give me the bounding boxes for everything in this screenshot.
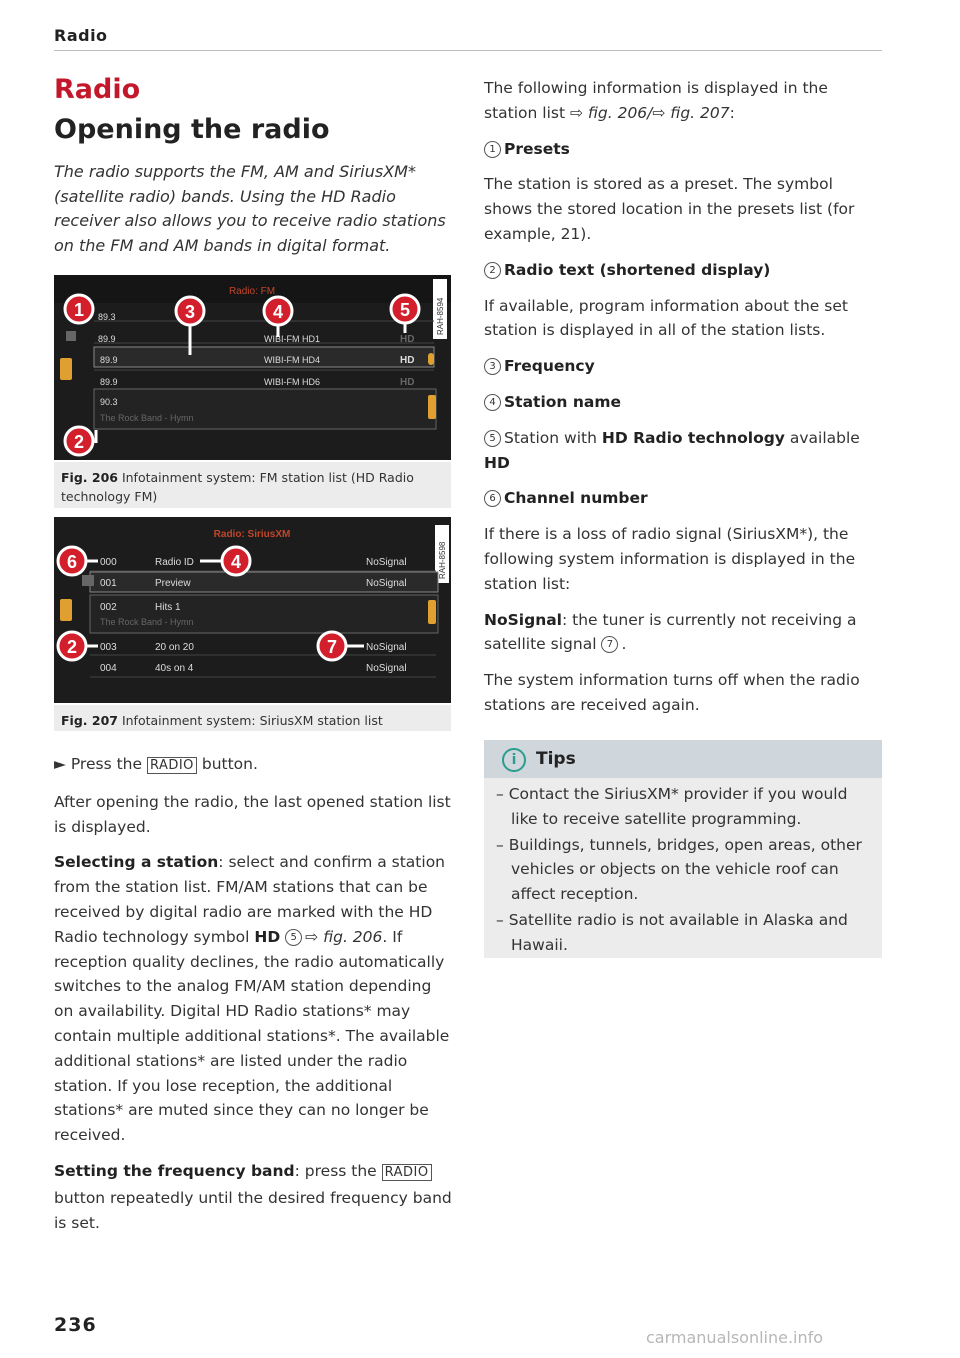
left-body xyxy=(54,752,452,1235)
caption-label: Fig. 207 xyxy=(61,713,118,728)
sxm-row-status: NoSignal xyxy=(366,557,407,568)
figure-206-screen xyxy=(54,275,451,460)
nosignal-text: NoSignal: the tuner is currently not receiving a satellite signal 7 . xyxy=(484,610,857,654)
fm-row-name: WIBI-FM HD1 xyxy=(264,334,320,344)
radio-key: RADIO xyxy=(382,1164,432,1181)
after-open-paragraph: After opening the radio, the last opened station list is displayed. xyxy=(54,792,451,836)
info-intro: The following information is displayed in the station list ⇨ fig. 206/⇨ fig. 207: xyxy=(484,79,828,122)
section-title: Radio xyxy=(54,74,141,105)
callout-4 xyxy=(222,547,250,575)
fm-screen-title: Radio: FM xyxy=(228,286,276,297)
sxm-row-sub: The Rock Band - Hymn xyxy=(100,617,194,627)
hd-radio-icon: HD xyxy=(484,453,510,472)
svg-text:4: 4 xyxy=(272,302,284,322)
callout-2 xyxy=(58,632,86,660)
fm-row-freq: 89.9 xyxy=(100,355,118,365)
hd-radio-icon: HD xyxy=(400,377,415,388)
item-channel-number: 6 Channel number xyxy=(484,486,882,511)
callout-ref-7: 7 xyxy=(601,636,618,653)
svg-text:3: 3 xyxy=(184,302,196,322)
item-radio-text: 2 Radio text (shortened display) xyxy=(484,258,882,283)
sxm-row-name: Hits 1 xyxy=(155,602,181,613)
selecting-station-paragraph: Selecting a station: select and confirm a station from the station list. FM/AM stations that can be received by digital radio are marked with the HD Radio technology symbol HD 5 ⇨ fig. 206. If reception quality declines, the radio automatically switches to the analog FM/AM station depending on availability. Digital HD Radio stations* may contain multiple additional stations*. The available additional stations* are listed under the radio station. If you lose reception, the additional stations* are muted since they can no longer be received. xyxy=(54,853,450,1145)
subsection-title: Opening the radio xyxy=(54,114,330,145)
hd-radio-icon: HD xyxy=(254,927,281,946)
info-icon: i xyxy=(502,748,526,772)
presets-text: The station is stored as a preset. The symbol shows the stored location in the presets list (for example, 21). xyxy=(484,175,855,243)
svg-text:5: 5 xyxy=(399,300,411,320)
fm-row-name: WIBI-FM HD4 xyxy=(264,355,320,365)
figure-reference: ⇨ fig. 206 xyxy=(305,927,383,946)
running-header: Radio xyxy=(54,26,108,45)
fm-row-freq: 90.3 xyxy=(100,397,118,407)
callout-1 xyxy=(65,295,93,323)
sxm-row-name: 20 on 20 xyxy=(155,642,194,653)
figure-207-screen xyxy=(54,517,451,703)
tips-box xyxy=(484,740,882,958)
sxm-row-name: Radio ID xyxy=(155,557,194,568)
sxm-row-status: NoSignal xyxy=(366,642,407,653)
sxm-screen-title: Radio: SiriusXM xyxy=(213,529,291,540)
figure-reference: ⇨ fig. 206/⇨ fig. 207 xyxy=(569,103,730,122)
header-divider xyxy=(54,50,882,51)
fm-row-freq: 89.3 xyxy=(98,312,116,322)
item-frequency: 3 Frequency xyxy=(484,354,882,379)
intro-paragraph: The radio supports the FM, AM and SiriusXM* (satellite radio) bands. Using the HD Radio receiver also allows you to receive radio stations on the FM and AM bands in digital format. xyxy=(54,162,446,255)
fm-station-list-image xyxy=(54,275,451,460)
figure-206-caption xyxy=(54,462,451,508)
svg-text:7: 7 xyxy=(326,637,338,657)
svg-text:6: 6 xyxy=(66,552,78,572)
tips-header xyxy=(484,740,882,778)
caption-text: Infotainment system: SiriusXM station list xyxy=(121,713,383,728)
sxm-row-name: Preview xyxy=(155,578,191,589)
svg-text:2: 2 xyxy=(66,637,78,657)
callout-ref-5: 5 xyxy=(285,929,302,946)
caption-label: Fig. 206 xyxy=(61,470,118,485)
right-body xyxy=(484,76,882,718)
caption-text: Infotainment system: FM station list (HD Radio technology FM) xyxy=(61,470,414,504)
fm-row-name: WIBI-FM HD6 xyxy=(264,377,320,387)
figure-207-caption xyxy=(54,705,451,731)
radio-key: RADIO xyxy=(147,757,197,774)
sxm-row-status: NoSignal xyxy=(366,663,407,674)
frequency-band-paragraph: Setting the frequency band: press the RADIO button repeatedly until the desired frequency band is set. xyxy=(54,1161,452,1232)
fm-row-freq: 89.9 xyxy=(100,377,118,387)
sxm-row-ch: 002 xyxy=(100,602,117,613)
callout-2 xyxy=(65,427,93,455)
callout-5 xyxy=(391,295,419,323)
svg-text:1: 1 xyxy=(73,300,85,320)
hd-radio-icon: HD xyxy=(400,355,415,366)
siriusxm-station-list-image xyxy=(54,517,451,703)
signal-loss-text: If there is a loss of radio signal (SiriusXM*), the following system information is displayed in the station list: xyxy=(484,525,856,593)
callout-3 xyxy=(176,297,204,325)
tip-item: – Contact the SiriusXM* provider if you would like to receive satellite programming. xyxy=(496,785,848,828)
press-radio-step: ► Press the RADIO button. xyxy=(54,755,258,773)
svg-text:2: 2 xyxy=(73,432,85,452)
page-number: 236 xyxy=(54,1314,97,1336)
sxm-row-name: 40s on 4 xyxy=(155,663,194,674)
sxm-row-ch: 000 xyxy=(100,557,117,568)
callout-6 xyxy=(58,547,86,575)
sxm-row-ch: 001 xyxy=(100,578,117,589)
tips-title: Tips xyxy=(536,749,576,769)
fm-figure-code: RAH-8594 xyxy=(436,297,445,335)
radio-text-description: If available, program information about the set station is displayed in all of the station lists. xyxy=(484,296,848,340)
fm-row-freq: 89.9 xyxy=(98,334,116,344)
watermark: carmanualsonline.info xyxy=(646,1328,824,1347)
sxm-row-status: NoSignal xyxy=(366,578,407,589)
sxm-figure-code: RAH-8598 xyxy=(438,541,447,579)
system-info-off-text: The system information turns off when the radio stations are received again. xyxy=(484,671,860,714)
tip-item: – Buildings, tunnels, bridges, open areas, other vehicles or objects on the vehicle roof can affect reception. xyxy=(496,835,862,904)
item-hd-radio: 5 Station with HD Radio technology available HD xyxy=(484,428,860,472)
hd-radio-icon: HD xyxy=(400,334,415,345)
callout-7 xyxy=(318,632,346,660)
tips-list xyxy=(496,782,876,959)
fm-row-name: The Rock Band - Hymn xyxy=(100,413,194,423)
sxm-row-ch: 003 xyxy=(100,642,117,653)
sxm-row-ch: 004 xyxy=(100,663,117,674)
callout-4 xyxy=(264,297,292,325)
tip-item: – Satellite radio is not available in Alaska and Hawaii. xyxy=(496,910,848,954)
item-station-name: 4 Station name xyxy=(484,390,882,415)
svg-text:4: 4 xyxy=(230,552,242,572)
item-presets: 1 Presets xyxy=(484,137,882,162)
